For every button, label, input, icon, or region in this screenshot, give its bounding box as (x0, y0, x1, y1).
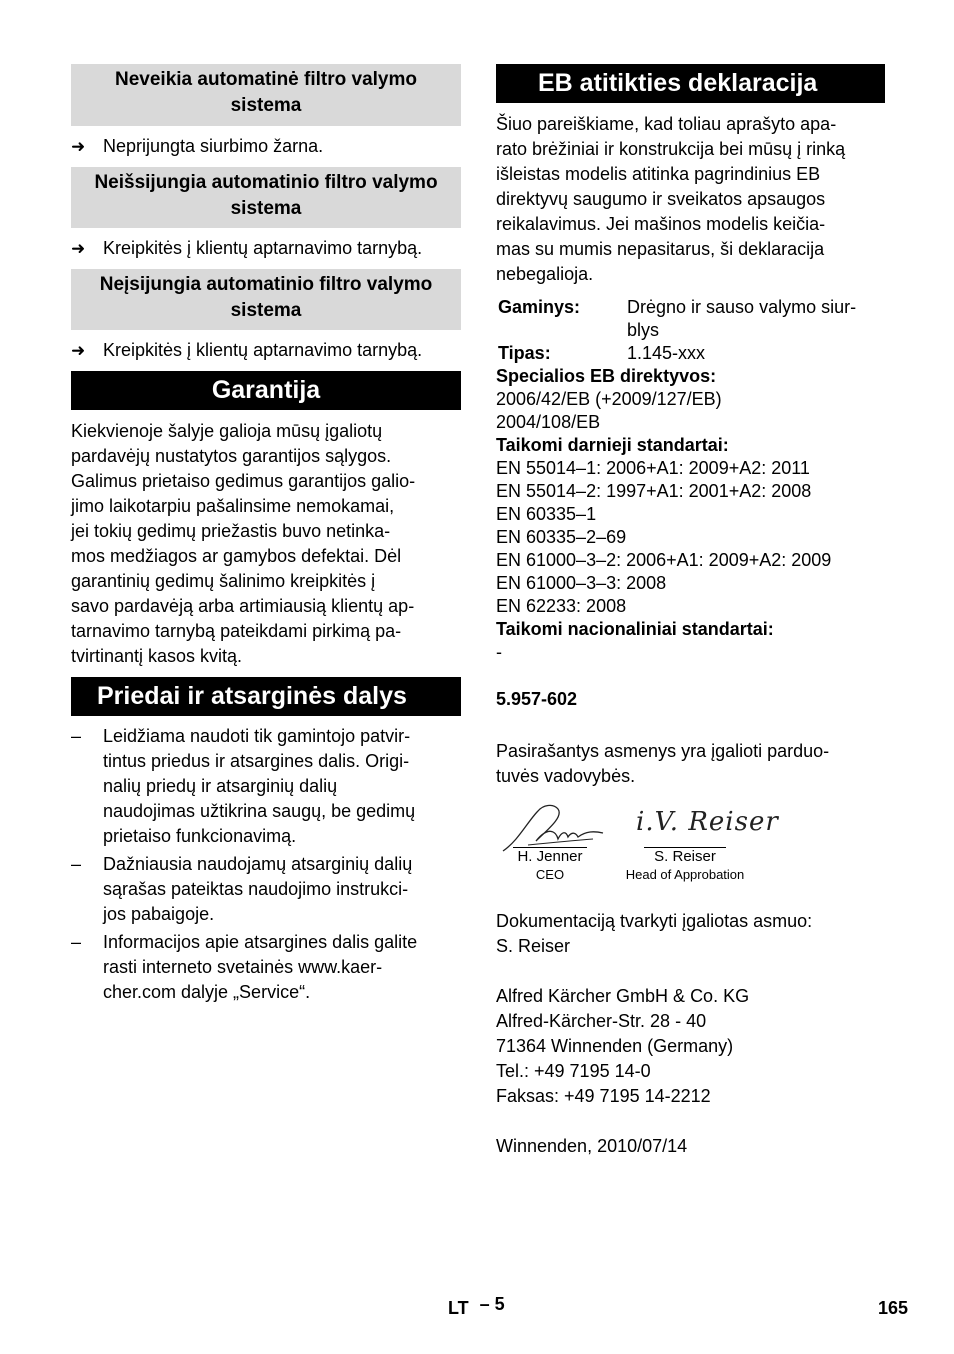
signer-jenner (496, 847, 604, 884)
text-line: reikalavimus. Jei mašinos modelis keičia- (496, 214, 826, 234)
text-line: jos pabaigoje. (103, 904, 215, 924)
text-line: Faksas: +49 7195 14-2212 (496, 1086, 711, 1106)
remedy-line (71, 236, 461, 261)
place-date: Winnenden, 2010/07/14 (496, 1136, 688, 1156)
text-line: mos medžiagos ar gamybos defektai. Dėl (71, 546, 402, 566)
text-line: tintus priedus ir atsargines dalis. Origi- (103, 751, 410, 771)
left-column (71, 64, 461, 1008)
priedai-list (71, 724, 461, 1005)
directive-line: 2004/108/EB (496, 412, 601, 432)
page-number: 165 (878, 1298, 909, 1318)
arrow-right-icon: ➜ (71, 341, 86, 360)
arrow-right-icon: ➜ (71, 137, 86, 156)
directive-line: 2006/42/EB (+2009/127/EB) (496, 389, 722, 409)
text-line: Šiuo pareiškiame, kad toliau aprašyto apa- (496, 114, 837, 134)
signer-name: S. Reiser (644, 847, 726, 866)
national-label: Taikomi nacionaliniai standartai: (496, 619, 774, 639)
documentation-person (496, 909, 885, 959)
text-line: Kiekvienoje šalyje galioja mūsų įgaliotų (71, 421, 383, 441)
signer-reiser (620, 847, 750, 884)
text-line: tuvės vadovybės. (496, 766, 636, 786)
text-line: pardavėjų nustatytos garantijos sąlygos. (71, 446, 392, 466)
standard-line: EN 61000–3–2: 2006+A1: 2009+A2: 2009 (496, 550, 832, 570)
language-code: LT (448, 1298, 469, 1318)
harmonized-label: Taikomi darnieji standartai: (496, 435, 729, 455)
text-line: rasti interneto svetainės www.kaer- (103, 957, 383, 977)
text-line: naudojimas užtikrina saugų, be gedimų (103, 801, 416, 821)
declaration-intro (496, 112, 885, 287)
text-line: Informacijos apie atsargines dalis galite (103, 932, 418, 952)
remedy-line (71, 338, 461, 363)
product-label: Gaminys: (498, 297, 581, 317)
remedy-text: Kreipkitės į klientų aptarnavimo tarnybą. (103, 238, 423, 258)
text-line: Dokumentaciją tvarkyti įgaliotas asmuo: (496, 911, 813, 931)
text-line: S. Reiser (496, 936, 571, 956)
heading-filter-not-starting: Neįsijungia automatinio filtro valymo sistema (71, 269, 461, 330)
text-line: cher.com dalyje „Service“. (103, 982, 311, 1002)
text-line: sąrašas pateiktas naudojimo instrukci- (103, 879, 409, 899)
text-line: Alfred-Kärcher-Str. 28 - 40 (496, 1011, 707, 1031)
text-line: 71364 Winnenden (Germany) (496, 1036, 734, 1056)
text-line: mas su mumis nepasitarus, ši deklaracija (496, 239, 825, 259)
heading-filter-not-working: Neveikia automatinė filtro valymo sistema (71, 64, 461, 126)
standard-line: EN 62233: 2008 (496, 596, 627, 616)
signers-text (496, 739, 885, 789)
text-line: išleistas modelis atitinka pagrindinius EB (496, 164, 821, 184)
text-line: direktyvų saugumo ir sveikatos apsaugos (496, 189, 826, 209)
signatures (496, 801, 885, 891)
list-item: – Informacijos apie atsargines dalis galite rasti interneto svetainės www.kaer- cher.com dalyje „Service“. (71, 930, 461, 1005)
standard-line: EN 60335–1 (496, 504, 597, 524)
text-line: nalių priedų ir atsarginių dalių (103, 776, 338, 796)
remedy-text: Kreipkitės į klientų aptarnavimo tarnybą. (103, 340, 423, 360)
type-value: 1.145-xxx (627, 343, 706, 363)
arrow-right-icon: ➜ (71, 239, 86, 258)
heading-garantija: Garantija (71, 371, 461, 410)
text-line: jei tokių gedimų priežastis buvo netinka- (71, 521, 391, 541)
standard-line: EN 61000–3–3: 2008 (496, 573, 667, 593)
text-line: rato brėžiniai ir konstrukcija bei mūsų į rinką (496, 139, 846, 159)
signer-role: Head of Approbation (625, 867, 745, 882)
text-line: tvirtinantį kasos kvitą. (71, 646, 243, 666)
declaration-details (496, 296, 885, 664)
text-line: Alfred Kärcher GmbH & Co. KG (496, 986, 750, 1006)
directives-label: Specialios EB direktyvos: (496, 366, 717, 386)
remedy-line (71, 134, 461, 159)
product-value: Drėgno ir sauso valymo siur- (627, 297, 857, 317)
text-line: Galimus prietaiso gedimus garantijos galio- (71, 471, 416, 491)
text-line: nebegalioja. (496, 264, 594, 284)
text-line: tarnavimo tarnybą pateikdami pirkimą pa- (71, 621, 402, 641)
text-line: Pasirašantys asmenys yra įgalioti parduo- (496, 741, 830, 761)
type-row (496, 342, 885, 365)
text-line: Dažniausia naudojamų atsarginių dalių (103, 854, 413, 874)
national-value: - (496, 642, 502, 662)
text-line: garantinių gedimų šalinimo kreipkitės į (71, 571, 376, 591)
list-item: – Leidžiama naudoti tik gamintojo patvir- tintus priedus ir atsargines dalis. Origi- nalių priedų ir atsarginių dalių naudojimas užtikrina saugų, be gedimų prietaiso funkcionavimą. (71, 724, 461, 849)
company-address (496, 984, 885, 1109)
signer-role: CEO (535, 867, 565, 882)
standard-line: EN 55014–2: 1997+A1: 2001+A2: 2008 (496, 481, 812, 501)
signature-reiser: i.V. Reiser (636, 807, 779, 837)
right-column (496, 64, 885, 1159)
text-line: prietaiso funkcionavimą. (103, 826, 297, 846)
heading-filter-not-stopping: Neišsijungia automatinio filtro valymo sistema (71, 167, 461, 228)
type-label: Tipas: (498, 343, 551, 363)
garantija-text (71, 419, 461, 669)
heading-priedai: Priedai ir atsarginės dalys (71, 677, 461, 716)
signer-name: H. Jenner (513, 847, 586, 866)
text-line: savo pardavėją arba artimiausią klientų ap- (71, 596, 415, 616)
product-value: blys (627, 320, 660, 340)
heading-eb-declaration: EB atitikties deklaracija (496, 64, 885, 103)
product-row (496, 296, 885, 342)
text-line: Tel.: +49 7195 14-0 (496, 1061, 651, 1081)
remedy-text: Neprijungta siurbimo žarna. (103, 136, 324, 156)
text-line: jimo laikotarpiu pašalinsime nemokamai, (71, 496, 395, 516)
document-number: 5.957-602 (496, 689, 578, 709)
standard-line: EN 60335–2–69 (496, 527, 627, 547)
text-line: Leidžiama naudoti tik gamintojo patvir- (103, 726, 411, 746)
standard-line: EN 55014–1: 2006+A1: 2009+A2: 2011 (496, 458, 810, 478)
list-item: – Dažniausia naudojamų atsarginių dalių sąrašas pateiktas naudojimo instrukci- jos pabaigoje. (71, 852, 461, 927)
footer-language (448, 1294, 505, 1319)
section-page: – 5 (479, 1294, 505, 1314)
